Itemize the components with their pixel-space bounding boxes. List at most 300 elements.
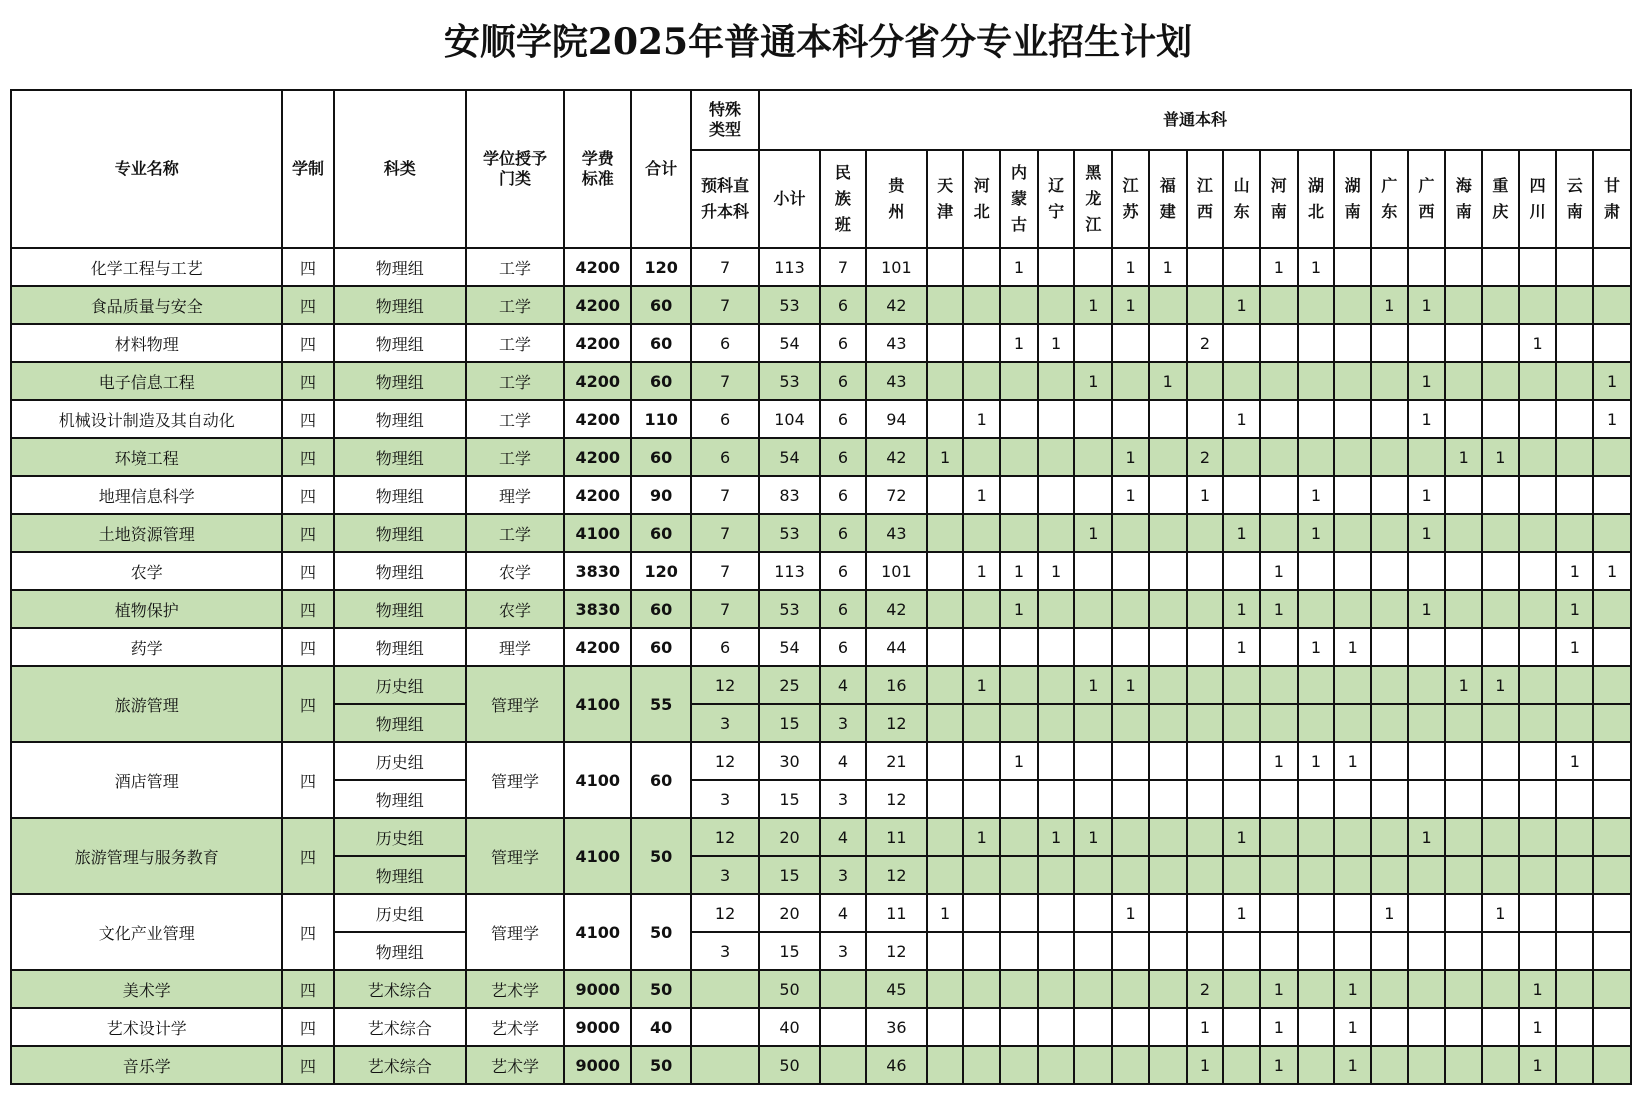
total: 60 — [631, 286, 691, 324]
ethnic-count: 6 — [820, 324, 866, 362]
province-count — [1371, 476, 1408, 514]
province-count — [1149, 894, 1187, 932]
subtotal: 113 — [759, 248, 820, 286]
province-count — [927, 248, 964, 286]
province-count — [1223, 438, 1260, 476]
province-count — [1298, 970, 1335, 1008]
province-count: 42 — [866, 438, 927, 476]
table-row — [11, 742, 1631, 780]
province-count — [1593, 1008, 1631, 1046]
province-count — [1074, 894, 1112, 932]
category: 物理组 — [334, 248, 466, 286]
province-count — [1038, 704, 1075, 742]
major-name: 酒店管理 — [11, 742, 282, 818]
province-count — [1593, 894, 1631, 932]
years: 四 — [282, 818, 333, 894]
degree: 工学 — [466, 514, 564, 552]
province-count: 1 — [963, 666, 1000, 704]
province-count: 1 — [1000, 742, 1038, 780]
province-count — [1112, 780, 1149, 818]
province-count — [1556, 666, 1593, 704]
province-count — [1482, 476, 1519, 514]
province-count: 12 — [866, 856, 927, 894]
province-count — [1149, 552, 1187, 590]
category: 物理组 — [334, 400, 466, 438]
province-count — [1038, 856, 1075, 894]
years: 四 — [282, 362, 333, 400]
tuition: 3830 — [564, 552, 631, 590]
province-count: 1 — [1408, 514, 1446, 552]
province-count: 1 — [1223, 590, 1260, 628]
years: 四 — [282, 970, 333, 1008]
tuition: 4200 — [564, 286, 631, 324]
degree: 艺术学 — [466, 1046, 564, 1084]
province-count — [1445, 856, 1482, 894]
tuition: 4100 — [564, 742, 631, 818]
province-count — [1260, 514, 1298, 552]
tuition: 4200 — [564, 324, 631, 362]
province-count — [1187, 666, 1224, 704]
table-row — [11, 628, 1631, 666]
province-count — [927, 704, 964, 742]
province-count — [1223, 248, 1260, 286]
province-count — [1593, 970, 1631, 1008]
province-count — [1371, 856, 1408, 894]
category: 物理组 — [334, 552, 466, 590]
prep-count: 6 — [691, 438, 759, 476]
province-count — [1556, 1008, 1593, 1046]
province-count — [1187, 704, 1224, 742]
header-province: 湖北 — [1298, 150, 1335, 248]
province-count — [1298, 286, 1335, 324]
province-count — [1593, 476, 1631, 514]
province-count — [927, 970, 964, 1008]
province-count — [1482, 248, 1519, 286]
province-count: 1 — [1593, 552, 1631, 590]
province-count — [963, 1046, 1000, 1084]
years: 四 — [282, 400, 333, 438]
province-count — [1149, 818, 1187, 856]
prep-count — [691, 1008, 759, 1046]
province-count: 1 — [1445, 438, 1482, 476]
province-count — [1149, 324, 1187, 362]
province-count — [1112, 362, 1149, 400]
province-count: 12 — [866, 704, 927, 742]
degree: 管理学 — [466, 894, 564, 970]
years: 四 — [282, 628, 333, 666]
province-count — [1408, 932, 1446, 970]
province-count — [1000, 476, 1038, 514]
province-count — [1074, 932, 1112, 970]
table-row — [11, 552, 1631, 590]
province-count — [1556, 362, 1593, 400]
province-count — [1445, 400, 1482, 438]
major-name: 音乐学 — [11, 1046, 282, 1084]
province-count: 1 — [927, 438, 964, 476]
province-count — [1482, 742, 1519, 780]
province-count — [1519, 780, 1557, 818]
total: 60 — [631, 324, 691, 362]
province-count — [1298, 552, 1335, 590]
province-count: 1 — [1223, 400, 1260, 438]
province-count: 1 — [1074, 514, 1112, 552]
province-count — [927, 362, 964, 400]
province-count: 2 — [1187, 324, 1224, 362]
ethnic-count — [820, 970, 866, 1008]
province-count — [927, 590, 964, 628]
header-province: 广西 — [1408, 150, 1446, 248]
province-count — [1334, 780, 1371, 818]
province-count — [1112, 932, 1149, 970]
prep-count: 7 — [691, 552, 759, 590]
province-count — [1223, 666, 1260, 704]
page-title: 安顺学院2025年普通本科分省分专业招生计划 — [443, 21, 1193, 63]
header-province: 山东 — [1223, 150, 1260, 248]
province-count — [1000, 1008, 1038, 1046]
province-count — [1593, 932, 1631, 970]
province-count — [927, 476, 964, 514]
subtotal: 53 — [759, 362, 820, 400]
province-count — [1519, 476, 1557, 514]
province-count — [927, 1046, 964, 1084]
category: 物理组 — [334, 856, 466, 894]
header-years: 学制 — [282, 90, 333, 248]
ethnic-count: 6 — [820, 438, 866, 476]
province-count — [1074, 628, 1112, 666]
province-count: 94 — [866, 400, 927, 438]
province-count — [1519, 552, 1557, 590]
header-province: 重庆 — [1482, 150, 1519, 248]
years: 四 — [282, 248, 333, 286]
province-count: 1 — [1371, 894, 1408, 932]
province-count — [1038, 628, 1075, 666]
province-count — [1445, 780, 1482, 818]
total: 60 — [631, 590, 691, 628]
category: 历史组 — [334, 818, 466, 856]
major-name: 电子信息工程 — [11, 362, 282, 400]
province-count: 43 — [866, 324, 927, 362]
ethnic-count: 3 — [820, 856, 866, 894]
header-tuition: 学费标准 — [564, 90, 631, 248]
province-count — [1223, 1008, 1260, 1046]
province-count — [1445, 818, 1482, 856]
province-count — [1000, 666, 1038, 704]
province-count — [1149, 970, 1187, 1008]
subtotal: 53 — [759, 514, 820, 552]
province-count — [963, 742, 1000, 780]
category: 历史组 — [334, 666, 466, 704]
province-count — [1298, 894, 1335, 932]
header-province: 江苏 — [1112, 150, 1149, 248]
subtotal: 54 — [759, 324, 820, 362]
province-count — [1298, 818, 1335, 856]
province-count: 1 — [963, 552, 1000, 590]
province-count — [1556, 400, 1593, 438]
tuition: 4100 — [564, 666, 631, 742]
province-count — [1187, 628, 1224, 666]
province-count — [1038, 666, 1075, 704]
province-count — [1445, 590, 1482, 628]
province-count — [1371, 742, 1408, 780]
province-count — [1187, 590, 1224, 628]
total: 60 — [631, 742, 691, 818]
province-count — [1038, 932, 1075, 970]
province-count — [1000, 932, 1038, 970]
prep-count: 3 — [691, 780, 759, 818]
table-row — [11, 970, 1631, 1008]
prep-count: 3 — [691, 932, 759, 970]
province-count — [1000, 286, 1038, 324]
province-count — [1223, 704, 1260, 742]
province-count — [1298, 362, 1335, 400]
province-count — [1112, 742, 1149, 780]
prep-count: 7 — [691, 286, 759, 324]
prep-count: 7 — [691, 248, 759, 286]
province-count — [1298, 400, 1335, 438]
years: 四 — [282, 324, 333, 362]
degree: 理学 — [466, 476, 564, 514]
ethnic-count: 4 — [820, 818, 866, 856]
province-count — [1260, 932, 1298, 970]
table-row — [11, 894, 1631, 932]
province-count — [1298, 1008, 1335, 1046]
province-count — [1187, 552, 1224, 590]
subtotal: 54 — [759, 628, 820, 666]
province-count — [1519, 666, 1557, 704]
province-count — [1334, 818, 1371, 856]
province-count — [927, 666, 964, 704]
years: 四 — [282, 590, 333, 628]
province-count — [1000, 514, 1038, 552]
province-count: 1 — [1260, 590, 1298, 628]
province-count — [1149, 628, 1187, 666]
table-row — [11, 362, 1631, 400]
province-count: 11 — [866, 818, 927, 856]
province-count — [1112, 970, 1149, 1008]
province-count: 1 — [1223, 514, 1260, 552]
header-ethnic: 民族班 — [820, 150, 866, 248]
province-count — [1556, 780, 1593, 818]
prep-count: 7 — [691, 514, 759, 552]
province-count — [1519, 856, 1557, 894]
province-count — [963, 894, 1000, 932]
tuition: 9000 — [564, 1008, 631, 1046]
province-count — [1482, 552, 1519, 590]
province-count — [1298, 932, 1335, 970]
province-count — [1187, 286, 1224, 324]
header-special: 特殊类型 — [691, 90, 759, 150]
header-province: 河南 — [1260, 150, 1298, 248]
tuition: 4200 — [564, 248, 631, 286]
ethnic-count: 3 — [820, 780, 866, 818]
ethnic-count: 3 — [820, 704, 866, 742]
province-count: 1 — [1260, 1008, 1298, 1046]
subtotal: 50 — [759, 970, 820, 1008]
province-count: 1 — [1334, 742, 1371, 780]
table-row — [11, 400, 1631, 438]
province-count — [1334, 856, 1371, 894]
province-count — [1038, 1046, 1075, 1084]
years: 四 — [282, 742, 333, 818]
province-count — [927, 628, 964, 666]
total: 60 — [631, 514, 691, 552]
years: 四 — [282, 552, 333, 590]
ethnic-count: 6 — [820, 286, 866, 324]
province-count — [1556, 248, 1593, 286]
province-count: 1 — [1000, 248, 1038, 286]
province-count — [1038, 780, 1075, 818]
province-count — [1112, 590, 1149, 628]
province-count — [1556, 704, 1593, 742]
province-count: 1 — [1260, 1046, 1298, 1084]
subtotal: 20 — [759, 894, 820, 932]
table-row — [11, 324, 1631, 362]
province-count — [1334, 552, 1371, 590]
province-count — [1334, 932, 1371, 970]
province-count — [927, 932, 964, 970]
province-count — [1482, 856, 1519, 894]
province-count — [1187, 400, 1224, 438]
province-count — [1074, 1008, 1112, 1046]
province-count — [1593, 818, 1631, 856]
header-province: 福建 — [1149, 150, 1187, 248]
province-count — [1187, 818, 1224, 856]
province-count — [1074, 400, 1112, 438]
province-count — [1223, 362, 1260, 400]
province-count — [1371, 590, 1408, 628]
province-count — [963, 1008, 1000, 1046]
province-count — [1298, 1046, 1335, 1084]
province-count — [1556, 514, 1593, 552]
header-prep: 预科直升本科 — [691, 150, 759, 248]
province-count — [1334, 362, 1371, 400]
province-count — [1149, 590, 1187, 628]
province-count — [1482, 818, 1519, 856]
province-count: 1 — [1187, 1008, 1224, 1046]
province-count: 1 — [1149, 362, 1187, 400]
subtotal: 15 — [759, 932, 820, 970]
province-count — [1593, 286, 1631, 324]
header-category: 科类 — [334, 90, 466, 248]
ethnic-count: 4 — [820, 742, 866, 780]
category: 物理组 — [334, 514, 466, 552]
province-count — [1000, 704, 1038, 742]
province-count — [1371, 400, 1408, 438]
province-count — [1298, 856, 1335, 894]
province-count — [1000, 894, 1038, 932]
ethnic-count: 6 — [820, 362, 866, 400]
province-count — [1445, 1046, 1482, 1084]
province-count: 42 — [866, 590, 927, 628]
degree: 管理学 — [466, 742, 564, 818]
years: 四 — [282, 1046, 333, 1084]
major-name: 农学 — [11, 552, 282, 590]
degree: 农学 — [466, 552, 564, 590]
province-count — [927, 818, 964, 856]
header-province: 海南 — [1445, 150, 1482, 248]
province-count: 12 — [866, 932, 927, 970]
province-count — [1408, 742, 1446, 780]
province-count — [927, 552, 964, 590]
province-count — [1371, 248, 1408, 286]
province-count — [1593, 704, 1631, 742]
province-count: 1 — [1408, 818, 1446, 856]
province-count — [1074, 476, 1112, 514]
province-count — [1149, 742, 1187, 780]
province-count: 1 — [1519, 1046, 1557, 1084]
province-count: 43 — [866, 514, 927, 552]
province-count — [1445, 324, 1482, 362]
province-count — [1445, 704, 1482, 742]
province-count — [1260, 628, 1298, 666]
ethnic-count: 6 — [820, 552, 866, 590]
province-count: 44 — [866, 628, 927, 666]
province-count — [1519, 362, 1557, 400]
province-count — [1038, 286, 1075, 324]
province-count: 1 — [1334, 1008, 1371, 1046]
total: 55 — [631, 666, 691, 742]
province-count — [1371, 362, 1408, 400]
province-count — [1482, 1008, 1519, 1046]
province-count — [1260, 780, 1298, 818]
province-count: 1 — [1074, 818, 1112, 856]
tuition: 4200 — [564, 476, 631, 514]
province-count — [1149, 704, 1187, 742]
province-count — [1556, 438, 1593, 476]
province-count — [1445, 476, 1482, 514]
ethnic-count: 6 — [820, 628, 866, 666]
subtotal: 50 — [759, 1046, 820, 1084]
header-major: 专业名称 — [11, 90, 282, 248]
total: 60 — [631, 438, 691, 476]
province-count — [1593, 248, 1631, 286]
tuition: 4100 — [564, 514, 631, 552]
province-count: 1 — [1298, 628, 1335, 666]
province-count — [1038, 590, 1075, 628]
province-count: 45 — [866, 970, 927, 1008]
province-count — [1445, 362, 1482, 400]
province-count: 43 — [866, 362, 927, 400]
province-count: 101 — [866, 248, 927, 286]
province-count: 1 — [1223, 894, 1260, 932]
ethnic-count: 7 — [820, 248, 866, 286]
years: 四 — [282, 666, 333, 742]
province-count — [1298, 590, 1335, 628]
province-count — [1074, 248, 1112, 286]
total: 40 — [631, 1008, 691, 1046]
province-count — [1593, 666, 1631, 704]
province-count — [1334, 476, 1371, 514]
province-count — [1482, 400, 1519, 438]
province-count — [1149, 514, 1187, 552]
subtotal: 40 — [759, 1008, 820, 1046]
province-count — [1260, 476, 1298, 514]
province-count — [963, 780, 1000, 818]
province-count — [1038, 894, 1075, 932]
province-count — [1038, 970, 1075, 1008]
province-count — [1038, 514, 1075, 552]
degree: 工学 — [466, 438, 564, 476]
prep-count: 3 — [691, 856, 759, 894]
category: 物理组 — [334, 286, 466, 324]
header-province: 江西 — [1187, 150, 1224, 248]
province-count — [1593, 780, 1631, 818]
tuition: 4200 — [564, 362, 631, 400]
major-name: 植物保护 — [11, 590, 282, 628]
prep-count — [691, 1046, 759, 1084]
header-province: 黑龙江 — [1074, 150, 1112, 248]
province-count — [1408, 1046, 1446, 1084]
